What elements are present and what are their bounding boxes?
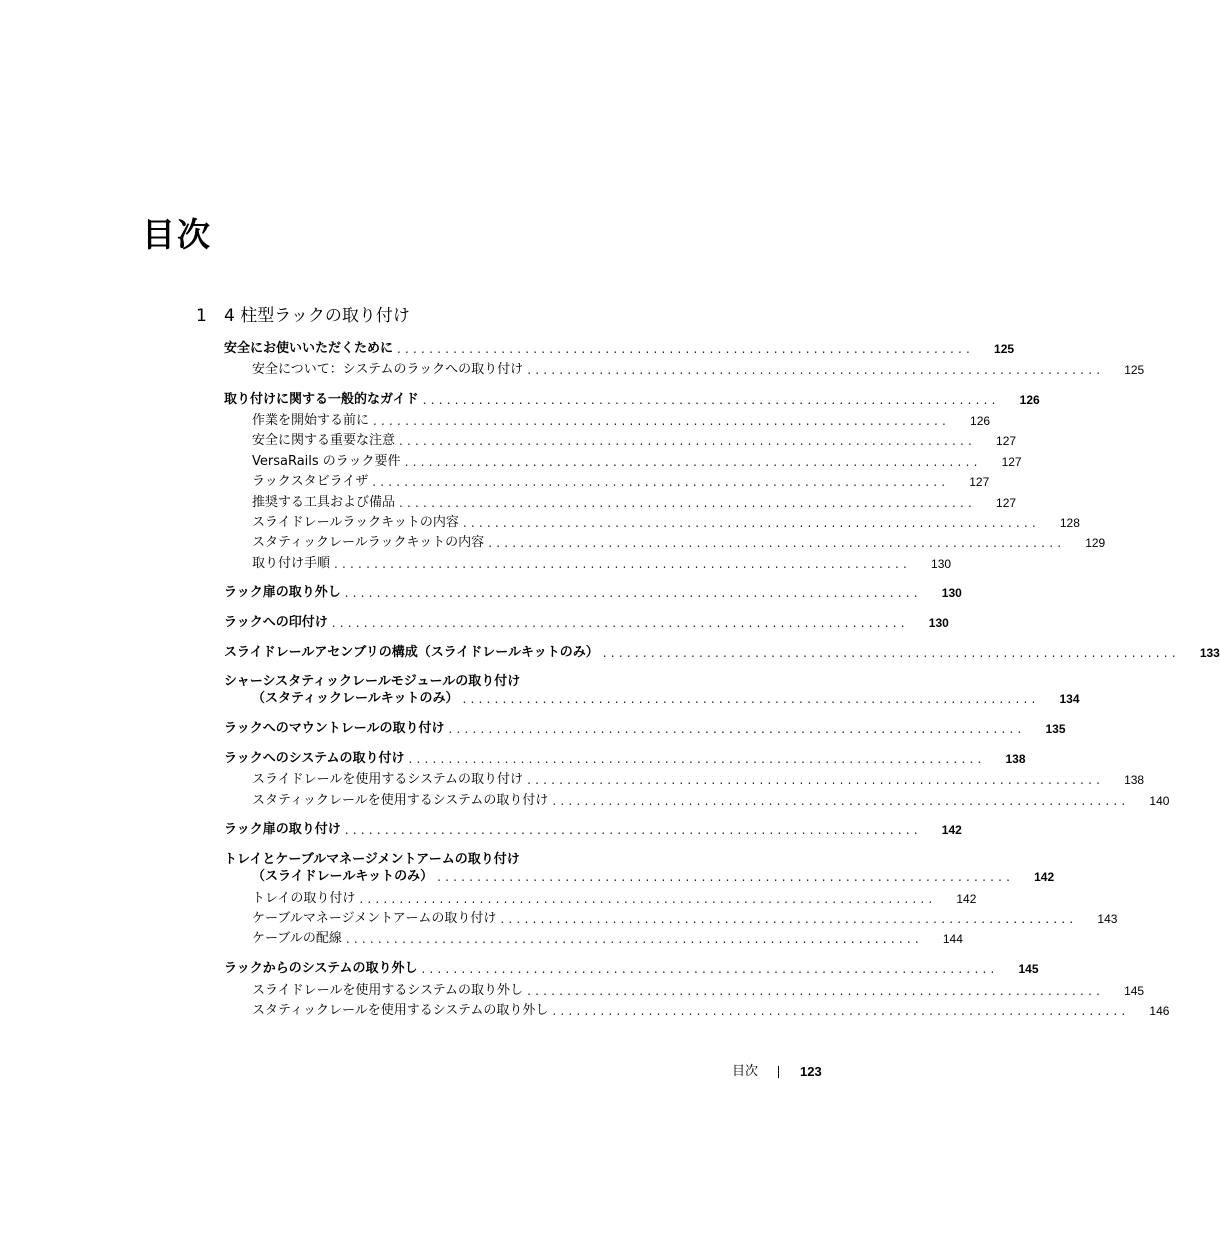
toc-entry-label-line1: トレイとケーブルマネージメントアームの取り付け xyxy=(224,852,520,867)
toc-entry[interactable] xyxy=(252,889,977,909)
toc-leader: ........................................................................ xyxy=(331,616,909,630)
toc-entry-page: 127 xyxy=(1001,455,1022,469)
toc-entry-page: 133 xyxy=(1199,646,1220,660)
toc-entry-page: 134 xyxy=(1059,692,1080,706)
toc-entry[interactable] xyxy=(224,613,949,633)
toc-entry[interactable] xyxy=(252,493,1017,513)
footer-page-number: 123 xyxy=(800,1064,822,1079)
toc-entry-label: 作業を開始する前に xyxy=(252,413,370,428)
toc-entry-label: ラック扉の取り外し xyxy=(224,585,341,600)
chapter-title: 4 柱型ラックの取り付け xyxy=(224,306,410,326)
toc-entry-page: 128 xyxy=(1059,516,1080,530)
toc-entry[interactable] xyxy=(252,867,1055,887)
toc-entry-page: 127 xyxy=(996,496,1017,510)
toc-entry-page: 127 xyxy=(996,434,1017,448)
toc-leader: ........................................................................ xyxy=(437,870,1015,884)
toc-entry-page: 129 xyxy=(1085,536,1106,550)
toc-entry-label: スライドレールアセンブリの構成（スライドレールキットのみ） xyxy=(224,645,599,660)
toc-entry-label: VersaRails のラック要件 xyxy=(252,454,401,469)
toc-entry-page: 130 xyxy=(931,557,952,571)
toc-entry-label: ラックへのシステムの取り付け xyxy=(224,751,405,766)
toc-entry[interactable] xyxy=(252,411,991,431)
toc-leader: ........................................................................ xyxy=(372,475,950,489)
toc-entry-page: 138 xyxy=(1124,773,1145,787)
toc-entry[interactable] xyxy=(252,981,1145,1001)
toc-entry-page: 142 xyxy=(956,892,977,906)
toc-entry[interactable] xyxy=(252,770,1145,790)
toc-leader: ........................................................................ xyxy=(397,342,975,356)
toc-entry-page: 127 xyxy=(969,475,990,489)
toc-entry[interactable] xyxy=(224,390,1040,410)
toc-entry[interactable] xyxy=(252,513,1080,533)
toc-entry-page: 126 xyxy=(970,414,991,428)
toc-entry-label: ラックへのマウントレールの取り付け xyxy=(224,721,445,736)
toc-entry[interactable] xyxy=(252,472,990,492)
toc-entry[interactable] xyxy=(252,1001,1170,1021)
toc-leader: ........................................................................ xyxy=(527,773,1105,787)
toc-entry-page: 142 xyxy=(1034,870,1055,884)
toc-entry[interactable] xyxy=(224,719,1066,739)
toc-leader: ........................................................................ xyxy=(345,932,923,946)
toc-entry-label: 推奨する工具および備品 xyxy=(252,495,396,510)
toc-entry-label: ケーブルの配線 xyxy=(252,931,342,946)
toc-leader: ........................................................................ xyxy=(552,1004,1130,1018)
toc-entry[interactable] xyxy=(224,339,1015,359)
chapter-number: 1 xyxy=(196,306,207,326)
toc-leader: ........................................................................ xyxy=(488,536,1066,550)
toc-leader: ........................................................................ xyxy=(359,892,937,906)
toc-leader: ........................................................................ xyxy=(344,823,922,837)
toc-entry-page: 143 xyxy=(1097,912,1118,926)
toc-leader: ........................................................................ xyxy=(462,516,1040,530)
toc-leader: ........................................................................ xyxy=(421,962,999,976)
toc-entry-label: 安全にお使いいただくために xyxy=(224,341,394,356)
toc-entry[interactable] xyxy=(224,583,962,603)
toc-entry-label: 取り付け手順 xyxy=(252,556,331,571)
toc-entry-label: スタティックレールを使用するシステムの取り外し xyxy=(252,1003,549,1018)
toc-entry-page: 135 xyxy=(1045,722,1066,736)
toc-entry-label: ラックからのシステムの取り外し xyxy=(224,961,418,976)
footer-section-title: 目次 xyxy=(732,1064,759,1079)
toc-entry[interactable] xyxy=(252,554,952,574)
toc-entry[interactable] xyxy=(224,643,1220,663)
toc-leader: ........................................................................ xyxy=(500,912,1078,926)
toc-leader: ........................................................................ xyxy=(527,984,1105,998)
toc-entry-label: トレイの取り付け xyxy=(252,891,356,906)
toc-entry-page: 125 xyxy=(1124,363,1145,377)
toc-leader: ........................................................................ xyxy=(408,752,986,766)
toc-entry[interactable] xyxy=(252,452,1022,472)
toc-leader: ........................................................................ xyxy=(404,455,982,469)
toc-leader: ........................................................................ xyxy=(527,363,1105,377)
toc-entry-page: 125 xyxy=(994,342,1015,356)
toc-entry[interactable] xyxy=(252,929,963,949)
toc-entry-label: スライドレールラックキットの内容 xyxy=(252,515,459,530)
toc-entry[interactable] xyxy=(252,791,1170,811)
toc-leader: ........................................................................ xyxy=(448,722,1026,736)
toc-entry-label: スライドレールを使用するシステムの取り外し xyxy=(252,983,524,998)
toc-entry-label: 安全に関する重要な注意 xyxy=(252,433,396,448)
toc-entry-page: 146 xyxy=(1149,1004,1170,1018)
toc-entry[interactable] xyxy=(224,749,1026,769)
toc-entry[interactable] xyxy=(224,820,962,840)
toc-entry-page: 145 xyxy=(1018,962,1039,976)
toc-entry-label: ラック扉の取り付け xyxy=(224,822,341,837)
toc-entry-label: （スタティックレールキットのみ） xyxy=(252,691,459,706)
toc-leader: ........................................................................ xyxy=(462,692,1040,706)
toc-entry-label: スライドレールを使用するシステムの取り付け xyxy=(252,772,524,787)
toc-leader: ........................................................................ xyxy=(602,646,1180,660)
toc-entry[interactable] xyxy=(252,909,1118,929)
toc-entry-label: スタティックレールを使用するシステムの取り付け xyxy=(252,793,549,808)
toc-leader: ........................................................................ xyxy=(422,393,1000,407)
toc-entry-page: 130 xyxy=(941,586,962,600)
toc-entry-label-line1: シャーシスタティックレールモジュールの取り付け xyxy=(224,674,521,689)
toc-entry-page: 140 xyxy=(1149,794,1170,808)
toc-entry[interactable] xyxy=(252,360,1145,380)
toc-leader: ........................................................................ xyxy=(399,496,977,510)
toc-entry-page: 138 xyxy=(1005,752,1026,766)
toc-entry[interactable] xyxy=(252,689,1080,709)
toc-entry-label: 取り付けに関する一般的なガイド xyxy=(224,392,419,407)
toc-entry-label: （スライドレールキットのみ） xyxy=(252,869,434,884)
toc-leader: ........................................................................ xyxy=(399,434,977,448)
toc-entry-page: 130 xyxy=(928,616,949,630)
footer-divider xyxy=(778,1066,779,1078)
toc-entry[interactable] xyxy=(224,959,1039,979)
toc-entry-page: 144 xyxy=(942,932,963,946)
toc-entry[interactable] xyxy=(252,431,1017,451)
toc-entry[interactable] xyxy=(252,533,1106,553)
page-footer xyxy=(732,1062,832,1082)
toc-entry-label: スタティックレールラックキットの内容 xyxy=(252,535,485,550)
toc-leader: ........................................................................ xyxy=(334,557,912,571)
toc-entry-label: ラックへの印付け xyxy=(224,615,328,630)
toc-leader: ........................................................................ xyxy=(373,414,951,428)
toc-entry-label: ケーブルマネージメントアームの取り付け xyxy=(252,911,497,926)
toc-entry-label: 安全について：システムのラックへの取り付け xyxy=(252,362,524,377)
toc-entry-page: 145 xyxy=(1124,984,1145,998)
toc-leader: ........................................................................ xyxy=(552,794,1130,808)
toc-entry-label: ラックスタビライザ xyxy=(252,474,369,489)
toc-entry-page: 126 xyxy=(1019,393,1040,407)
toc-entry-page: 142 xyxy=(941,823,962,837)
page-title: 目次 xyxy=(142,215,212,254)
toc-leader: ........................................................................ xyxy=(344,586,922,600)
